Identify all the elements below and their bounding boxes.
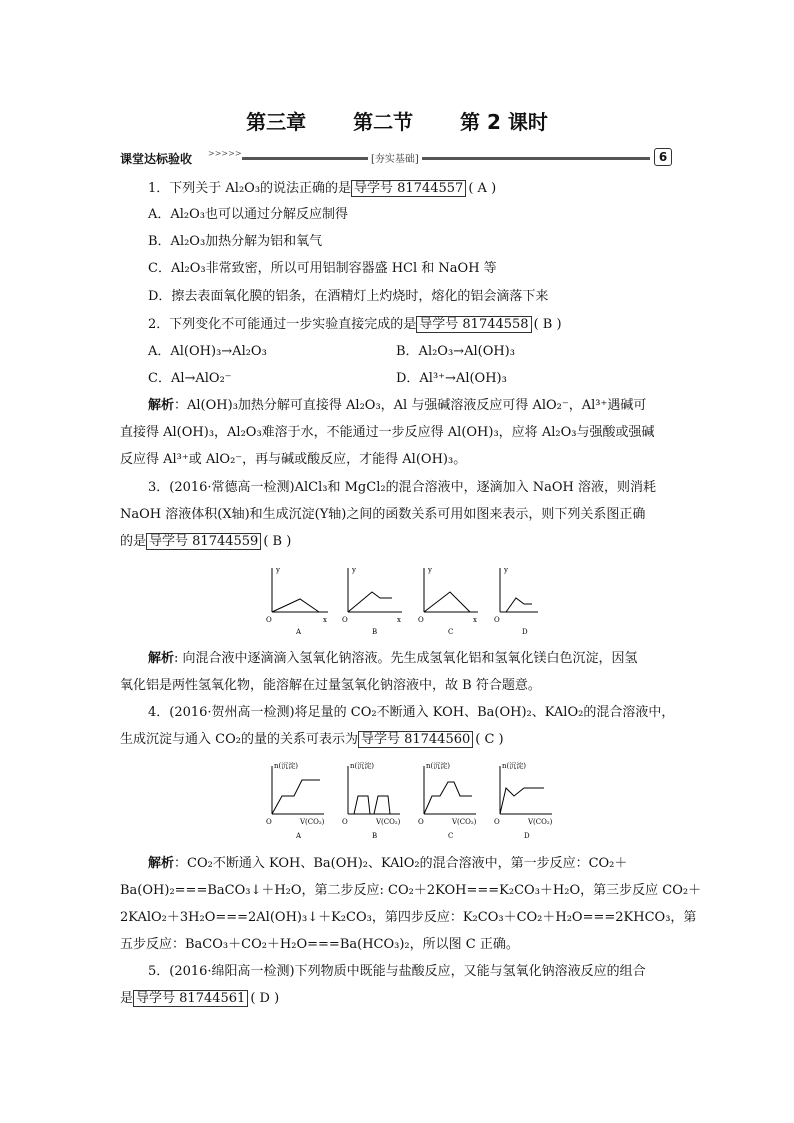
q4-graph-c-label: C — [448, 832, 454, 840]
q4-analysis-3: 2KAlO₂＋3H₂O===2Al(OH)₃↓＋K₂CO₃，第四步反应：K₂CO₃＋CO₂＋H₂O===2KHCO₃，第 — [120, 910, 697, 925]
q3-figure — [262, 562, 542, 644]
q5-stem-2: 是 导学号 81744561 ( D ) — [120, 991, 280, 1006]
q2-option-d: D．Al³⁺→Al(OH)₃ — [396, 371, 507, 386]
q4-figure — [262, 758, 562, 848]
q1-code: 导学号 81744557 — [351, 180, 466, 197]
q3-analysis-1: 解析: 向混合液中逐滴滴入氢氧化钠溶液。先生成氢氧化铝和氢氧化镁白色沉淀，因氢 — [148, 651, 638, 666]
q2-option-b: B．Al₂O₃→Al(OH)₃ — [396, 344, 515, 359]
section-bar-number: 6 — [654, 148, 672, 166]
q3-graph-a-label: A — [296, 628, 302, 636]
q4-graph-a-label: A — [296, 832, 302, 840]
q4-graph-b-y-label: n(沉淀) — [350, 762, 374, 770]
q3-graph-c-origin: O — [418, 616, 424, 624]
q1-option-d: D．擦去表面氧化膜的铝条，在酒精灯上灼烧时，熔化的铝会滴落下来 — [148, 289, 549, 304]
q4-graph-d-label: D — [524, 832, 530, 840]
q3-graph-d — [494, 566, 538, 636]
q4-graph-b-x-label: V(CO₂) — [376, 818, 401, 826]
q4-graph-b-origin: O — [342, 818, 348, 826]
q4-graph-c-origin: O — [418, 818, 424, 826]
q3-graph-b-origin: O — [342, 616, 348, 624]
q4-graph-b-label: B — [372, 832, 378, 840]
q4-graph-a — [266, 761, 325, 840]
lesson-title: 第 2 课时 — [460, 110, 548, 134]
q4-answer: ( C ) — [475, 732, 504, 747]
q4-graph-c-x-label: V(CO₂) — [452, 818, 477, 826]
q3-analysis-label: 解析 — [148, 651, 175, 666]
q2-analysis-1: 解析：Al(OH)₃加热分解可直接得 Al₂O₃，Al 与强碱溶液反应可得 AlO₂⁻，Al³⁺遇碱可 — [148, 398, 647, 413]
q1-option-b: B．Al₂O₃加热分解为铝和氧气 — [148, 234, 323, 249]
q3-graph-c-x-label: x — [473, 616, 477, 624]
q2-analysis-3: 反应得 Al³⁺或 AlO₂⁻，再与碱或酸反应，才能得 Al(OH)₃。 — [120, 452, 467, 467]
q4-analysis-2: Ba(OH)₂===BaCO₃↓＋H₂O，第二步反应: CO₂＋2KOH===K₂CO₃＋H₂O，第三步反应 CO₂＋ — [120, 883, 702, 898]
q3-stem-3: 的是 导学号 81744559 ( B ) — [120, 534, 292, 549]
q3-graph-b — [342, 566, 402, 636]
section-bar-line — [242, 157, 650, 160]
q3-answer: ( B ) — [263, 534, 292, 549]
q4-graph-a-origin: O — [266, 818, 272, 826]
q5-answer: ( D ) — [250, 991, 280, 1006]
q3-graph-b-x-label: x — [397, 616, 401, 624]
q2-option-a: A．Al(OH)₃→Al₂O₃ — [148, 344, 267, 359]
q3-graph-b-label: B — [372, 628, 378, 636]
section-bar — [120, 148, 672, 170]
q2-analysis-label: 解析 — [148, 398, 175, 413]
q4-graph-d — [494, 761, 553, 840]
q3-graph-a-origin: O — [266, 616, 272, 624]
q2-stem: 2．下列变化不可能通过一步实验直接完成的是 导学号 81744558 ( B ) — [148, 317, 562, 332]
q1-answer: ( A ) — [468, 181, 497, 196]
q4-code: 导学号 81744560 — [358, 731, 473, 748]
q4-graph-d-y-label: n(沉淀) — [502, 762, 526, 770]
q2-answer: ( B ) — [533, 317, 562, 332]
q4-graph-a-y-label: n(沉淀) — [274, 762, 298, 770]
q3-graph-a-y-label: y — [276, 566, 280, 574]
q3-code: 导学号 81744559 — [146, 533, 261, 550]
q4-analysis-4: 五步反应：BaCO₃＋CO₂＋H₂O===Ba(HCO₃)₂，所以图 C 正确。 — [120, 937, 519, 952]
section-title: 第二节 — [353, 110, 414, 134]
q3-graph-a-x-label: x — [323, 616, 327, 624]
q1-option-a: A．Al₂O₃也可以通过分解反应制得 — [148, 207, 349, 222]
q1-stem: 1．下列关于 Al₂O₃的说法正确的是 导学号 81744557 ( A ) — [148, 181, 497, 196]
q4-stem-2: 生成沉淀与通入 CO₂的量的关系可表示为 导学号 81744560 ( C ) — [120, 732, 504, 747]
q4-analysis-1: 解析：CO₂不断通入 KOH、Ba(OH)₂、KAlO₂的混合溶液中，第一步反应：CO₂＋ — [148, 856, 628, 871]
section-bar-label: 课堂达标验收 — [120, 152, 193, 166]
q3-graph-d-y-label: y — [504, 566, 508, 574]
q1-option-c: C．Al₂O₃非常致密，所以可用铝制容器盛 HCl 和 NaOH 等 — [148, 261, 497, 276]
q4-graph-c-y-label: n(沉淀) — [426, 762, 450, 770]
q3-graph-a — [266, 566, 328, 636]
q3-analysis-2: 氧化铝是两性氢氧化物，能溶解在过量氢氧化钠溶液中，故 B 符合题意。 — [120, 678, 541, 693]
q2-analysis-2: 直接得 Al(OH)₃，Al₂O₃难溶于水，不能通过一步反应得 Al(OH)₃，应将 Al₂O₃与强酸或强碱 — [120, 425, 655, 440]
q5-stem-1: 5．(2016·绵阳高一检测)下列物质中既能与盐酸反应，又能与氢氧化钠溶液反应的组合 — [148, 964, 646, 979]
q3-graph-c-y-label: y — [428, 566, 432, 574]
section-bar-tag: [夯实基础] — [368, 150, 422, 165]
q4-graph-d-x-label: V(CO₂) — [528, 818, 553, 826]
chapter-title: 第三章 — [246, 110, 307, 134]
q3-stem-2: NaOH 溶液体积(X轴)和生成沉淀(Y轴)之间的函数关系可用如图来表示，则下列关系图正确 — [120, 507, 646, 522]
q5-code: 导学号 81744561 — [133, 990, 248, 1007]
q3-graph-b-y-label: y — [352, 566, 356, 574]
q2-option-c: C．Al→AlO₂⁻ — [148, 371, 232, 386]
q4-graph-a-x-label: V(CO₂) — [300, 818, 325, 826]
q3-graph-d-origin: O — [494, 616, 500, 624]
q3-graph-c-label: C — [448, 628, 454, 636]
q4-analysis-label: 解析 — [148, 856, 175, 871]
page-title — [0, 106, 794, 135]
q3-graph-d-label: D — [522, 628, 528, 636]
q3-stem-1: 3．(2016·常德高一检测)AlCl₃和 MgCl₂的混合溶液中，逐滴加入 NaOH 溶液，则消耗 — [148, 480, 656, 495]
q4-stem-1: 4．(2016·贺州高一检测)将足量的 CO₂不断通入 KOH、Ba(OH)₂、KAlO₂的混合溶液中， — [148, 705, 675, 720]
q4-graph-c — [418, 761, 477, 840]
q4-graph-d-origin: O — [494, 818, 500, 826]
q3-graph-c — [418, 566, 478, 636]
q4-graph-b — [342, 761, 401, 840]
section-bar-arrows: >>>>> — [208, 149, 242, 158]
q2-code: 导学号 81744558 — [416, 316, 531, 333]
